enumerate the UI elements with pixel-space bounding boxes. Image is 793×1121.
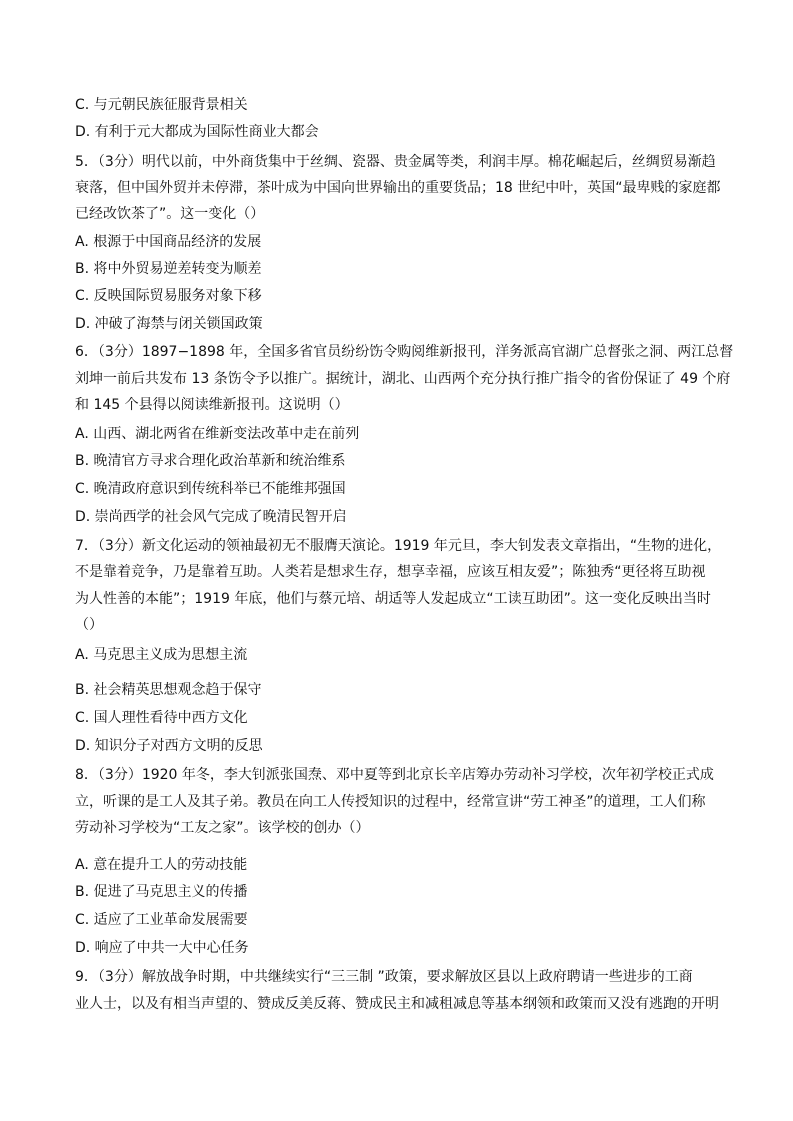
q7-stem-line-3: 为人性善的本能”；1919 年底，他们与蔡元培、胡适等人发起成立“工读互助团”。这一变化反映出当时 (75, 591, 711, 607)
q6-stem-line-2: 刘坤一前后共发布 13 条饬令予以推广。据统计，湖北、山西两个充分执行推广指令的省份保证了 49 个府 (75, 371, 731, 387)
q6-option-b: B. 晚清官方寻求合理化政治革新和统治维系 (75, 453, 346, 469)
q5-option-a: A. 根源于中国商品经济的发展 (75, 234, 262, 250)
q5-stem-line-1: 5．（3分）明代以前，中外商货集中于丝绸、瓷器、贵金属等类，利润丰厚。棉花崛起后，丝绸贸易渐趋 (75, 154, 716, 170)
q5-option-d: D. 冲破了海禁与闭关锁国政策 (75, 316, 263, 332)
q7-option-d: D. 知识分子对西方文明的反思 (75, 738, 263, 754)
q5-stem-line-2: 衰落，但中国外贸并未停滞，茶叶成为中国向世界输出的重要货品；18 世纪中叶，英国“最卑贱的家庭都 (75, 180, 721, 196)
q7-option-b: B. 社会精英思想观念趋于保守 (75, 682, 262, 698)
q8-option-d: D. 响应了中共一大中心任务 (75, 940, 249, 956)
q7-stem-line-2: 不是靠着竞争，乃是靠着互助。人类若是想求生存，想享幸福，应该互相友爱”；陈独秀“更径将互助视 (75, 564, 706, 580)
q6-stem-line-3: 和 145 个县得以阅读维新报刊。这说明（） (75, 397, 349, 413)
q6-option-d: D. 崇尚西学的社会风气完成了晚清民智开启 (75, 509, 347, 525)
q6-option-c: C. 晚清政府意识到传统科举已不能维邦强国 (75, 481, 346, 497)
q6-option-a: A. 山西、湖北两省在维新变法改革中走在前列 (75, 426, 360, 442)
q7-option-c: C. 国人理性看待中西方文化 (75, 710, 248, 726)
q8-option-c: C. 适应了工业革命发展需要 (75, 912, 248, 928)
q9-stem-line-2: 业人士，以及有相当声望的、赞成反美反蒋、赞成民主和减租减息等基本纲领和政策而又没有逃跑的开明 (75, 996, 719, 1012)
q9-stem-line-1: 9．（3分）解放战争时期，中共继续实行“三三制 ”政策，要求解放区县以上政府聘请一些进步的工商 (75, 969, 693, 985)
q8-option-b: B. 促进了马克思主义的传播 (75, 884, 248, 900)
q4-option-c: C. 与元朝民族征服背景相关 (75, 97, 248, 113)
q5-option-b: B. 将中外贸易逆差转变为顺差 (75, 261, 262, 277)
q6-stem-line-1: 6．（3分）1897−1898 年，全国多省官员纷纷饬令购阅维新报刊，洋务派高官湖广总督张之洞、两江总督 (75, 344, 734, 360)
q8-stem-line-1: 8．（3分）1920 年冬，李大钊派张国焘、邓中夏等到北京长辛店筹办劳动补习学校，次年初学校正式成 (75, 767, 714, 783)
q7-stem-line-1: 7．（3分）新文化运动的领袖最初无不服膺天演论。1919 年元旦，李大钊发表文章指出，“生物的进化， (75, 538, 722, 554)
q8-stem-line-3: 劳动补习学校为“工友之家”。该学校的创办（） (75, 820, 370, 836)
q8-option-a: A. 意在提升工人的劳动技能 (75, 857, 248, 873)
q7-option-a: A. 马克思主义成为思想主流 (75, 647, 248, 663)
q8-stem-line-2: 立，听课的是工人及其子弟。教员在向工人传授知识的过程中，经常宣讲“劳工神圣”的道理，工人们称 (75, 794, 706, 810)
q7-stem-line-4: （） (75, 617, 103, 633)
q5-option-c: C. 反映国际贸易服务对象下移 (75, 288, 262, 304)
q4-option-d: D. 有利于元大都成为国际性商业大都会 (75, 124, 319, 140)
q5-stem-line-3: 已经改饮茶了”。这一变化（） (75, 206, 265, 222)
